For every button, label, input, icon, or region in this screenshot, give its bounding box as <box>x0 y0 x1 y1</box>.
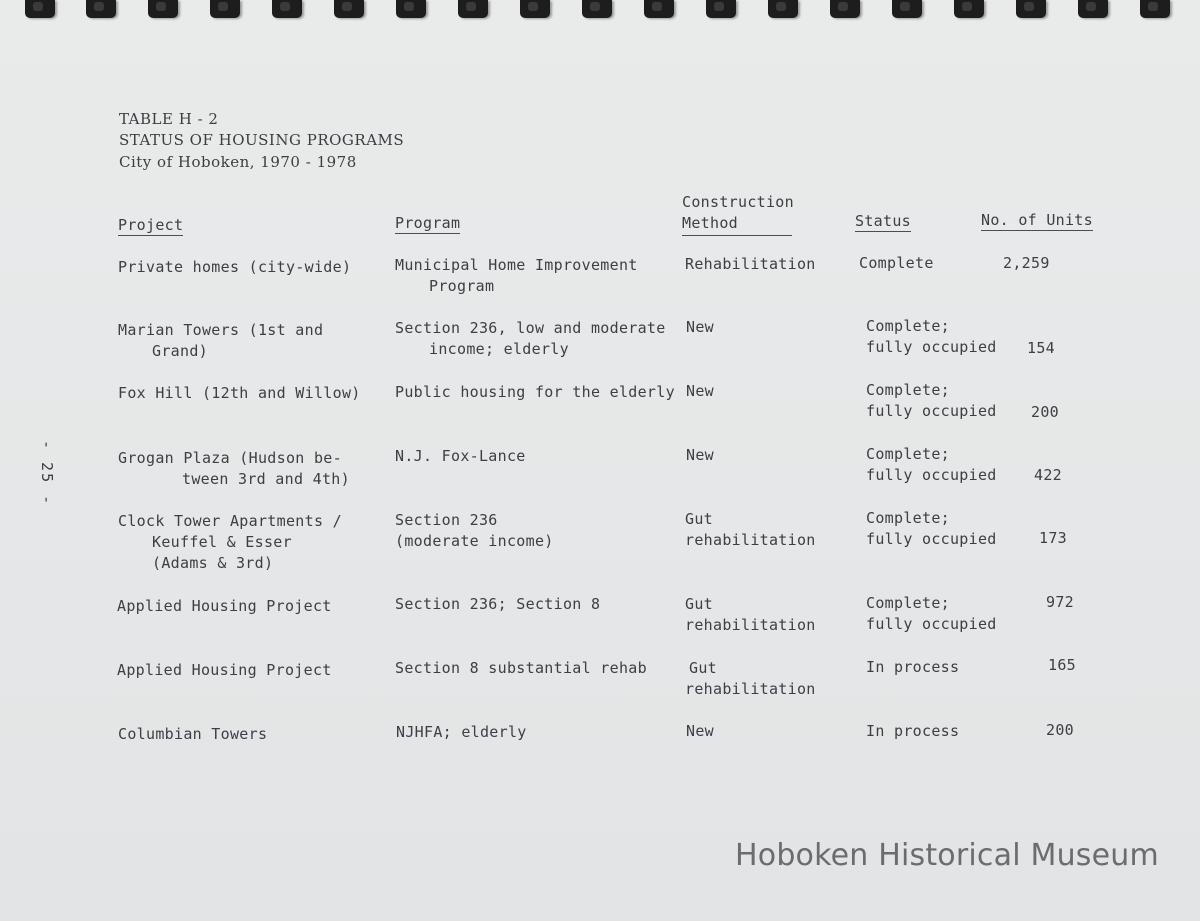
binding-ring <box>768 0 798 18</box>
row-6-program: Section 236; Section 8 <box>395 595 601 613</box>
column-header-program <box>395 214 460 232</box>
column-header-project <box>118 216 183 234</box>
row-6-status: Complete; fully occupied <box>866 594 997 633</box>
column-header-method-line1: Construction <box>682 193 794 211</box>
row-1-program: Municipal Home Improvement Program <box>395 256 638 295</box>
row-8-program: NJHFA; elderly <box>396 723 527 741</box>
row-3-program: Public housing for the elderly <box>395 383 675 401</box>
row-7-status: In process <box>866 658 960 676</box>
row-5-units: 173 <box>1039 529 1067 547</box>
binding-ring <box>210 0 240 18</box>
row-1-units: 2,259 <box>1003 254 1050 272</box>
row-1-status: Complete <box>859 254 934 272</box>
row-6-units: 972 <box>1046 593 1074 611</box>
row-7-method: Gut rehabilitation <box>685 659 816 698</box>
column-header-method <box>682 192 794 236</box>
binding-ring <box>520 0 550 18</box>
row-8-project: Columbian Towers <box>118 725 268 743</box>
row-4-method: New <box>686 446 714 464</box>
column-header-program-label: Program <box>395 214 461 232</box>
binding-ring <box>830 0 860 18</box>
binding-ring <box>25 0 55 18</box>
row-5-project: Clock Tower Apartments / Keuffel & Esser (Adams & 3rd) <box>118 512 342 572</box>
spiral-binding <box>0 0 1200 20</box>
row-8-method: New <box>686 722 714 740</box>
binding-ring <box>954 0 984 18</box>
row-4-project: Grogan Plaza (Hudson be- tween 3rd and 4th) <box>118 449 350 488</box>
table-subtitle: City of Hoboken, 1970 - 1978 <box>119 153 357 171</box>
row-7-project: Applied Housing Project <box>117 661 332 679</box>
column-header-status <box>855 212 911 230</box>
page-number: - 25 - <box>38 440 56 507</box>
row-2-method: New <box>686 318 714 336</box>
museum-watermark: Hoboken Historical Museum <box>735 838 1159 873</box>
row-4-status: Complete; fully occupied <box>866 445 997 484</box>
table-title: STATUS OF HOUSING PROGRAMS <box>119 131 405 149</box>
row-8-units: 200 <box>1046 721 1074 739</box>
row-5-method: Gut rehabilitation <box>685 510 816 549</box>
binding-ring <box>1078 0 1108 18</box>
column-header-method-line2: Method <box>682 213 792 236</box>
row-3-project: Fox Hill (12th and Willow) <box>118 384 361 402</box>
table-id: TABLE H - 2 <box>119 110 219 128</box>
row-2-status: Complete; fully occupied <box>866 317 997 356</box>
column-header-units <box>981 211 1093 229</box>
row-2-project: Marian Towers (1st and Grand) <box>118 321 324 360</box>
binding-ring <box>1016 0 1046 18</box>
row-3-method: New <box>686 382 714 400</box>
row-7-units: 165 <box>1048 656 1076 674</box>
binding-ring <box>334 0 364 18</box>
row-5-status: Complete; fully occupied <box>866 509 997 548</box>
row-8-status: In process <box>866 722 960 740</box>
row-7-program: Section 8 substantial rehab <box>395 659 647 677</box>
binding-ring <box>1140 0 1170 18</box>
row-5-program: Section 236 (moderate income) <box>395 511 554 550</box>
binding-ring <box>86 0 116 18</box>
row-6-project: Applied Housing Project <box>117 597 332 615</box>
binding-ring <box>644 0 674 18</box>
binding-ring <box>272 0 302 18</box>
binding-ring <box>706 0 736 18</box>
row-4-program: N.J. Fox-Lance <box>395 447 526 465</box>
row-4-units: 422 <box>1034 466 1062 484</box>
row-1-method: Rehabilitation <box>685 255 816 273</box>
row-3-status: Complete; fully occupied <box>866 381 997 420</box>
row-1-project: Private homes (city-wide) <box>118 258 352 276</box>
column-header-status-label: Status <box>855 212 911 230</box>
binding-ring <box>892 0 922 18</box>
row-6-method: Gut rehabilitation <box>685 595 816 634</box>
row-3-units: 200 <box>1031 403 1059 421</box>
binding-ring <box>458 0 488 18</box>
column-header-units-label: No. of Units <box>981 211 1093 229</box>
binding-ring <box>396 0 426 18</box>
row-2-program: Section 236, low and moderate income; elderly <box>395 319 666 358</box>
column-header-project-label: Project <box>118 216 184 234</box>
row-2-units: 154 <box>1027 339 1055 357</box>
binding-ring <box>582 0 612 18</box>
binding-ring <box>148 0 178 18</box>
